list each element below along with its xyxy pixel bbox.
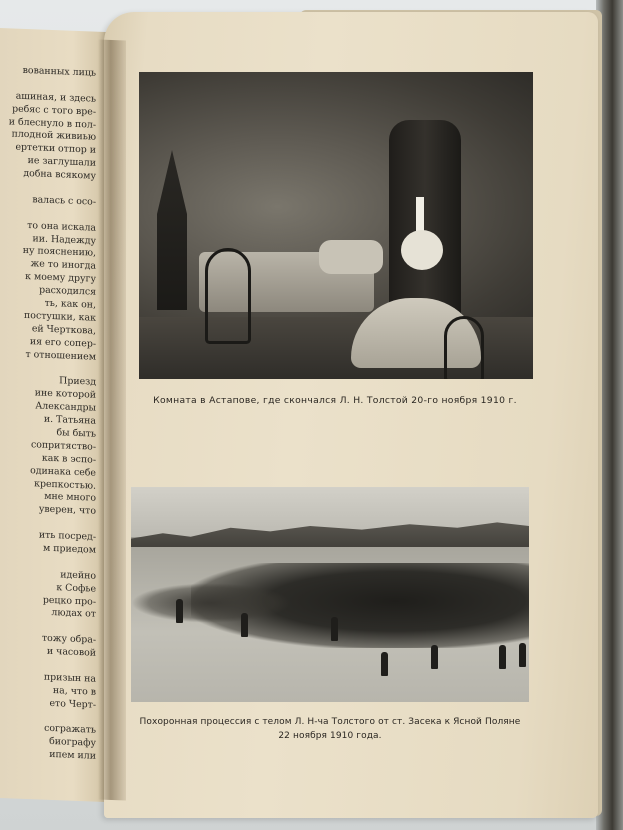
- left-page-line: ипем или: [49, 749, 96, 762]
- book-gutter: [98, 40, 126, 801]
- left-page-text: [0, 64, 108, 764]
- photo-cabinet: [389, 120, 461, 320]
- photo-chair: [205, 248, 251, 344]
- photo-bottom-caption-line2: 22 ноября 1910 года.: [278, 731, 382, 741]
- left-page-line: как в эспо-: [41, 452, 96, 466]
- left-page-line: ашиная, и здесь: [15, 90, 96, 105]
- left-page-line: добна всякому: [23, 168, 96, 182]
- left-page-line: призын на: [43, 671, 96, 685]
- photo-crowd: [131, 583, 291, 623]
- left-page-line: ертетки отпор и: [15, 141, 96, 157]
- photo-bottom-caption-line1: Похоронная процессия с телом Л. Н-ча Толстого от ст. Засека к Ясной Поляне: [139, 717, 521, 727]
- left-page-line: людах от: [51, 607, 96, 621]
- photo-chair: [444, 316, 484, 379]
- left-page-line: ии. Надежду: [32, 232, 96, 247]
- left-page-line: и. Татьяна: [43, 413, 96, 427]
- photo-top-caption: Комната в Астапове, где скончался Л. Н. Толстой 20-го ноября 1910 г.: [153, 395, 517, 406]
- left-page-line: то она искала: [27, 219, 96, 234]
- photo-candle: [416, 197, 424, 231]
- left-page-line: ие заглушали: [27, 155, 96, 169]
- left-page-line: идейно: [60, 569, 96, 582]
- left-page-line: расходился: [39, 284, 96, 298]
- photo-lamp: [401, 230, 443, 270]
- left-page-line: ето Черт-: [49, 697, 96, 711]
- left-page-line: валась с осо-: [32, 194, 96, 208]
- left-page-line: и часовой: [46, 645, 96, 659]
- left-page-line: Александры: [35, 400, 96, 414]
- left-page-line: одинака себе: [30, 464, 96, 479]
- left-page-line: ть, как он,: [44, 297, 96, 311]
- left-page-line: ине которой: [34, 387, 96, 401]
- photo-person: [241, 613, 248, 637]
- photo-person: [519, 643, 526, 667]
- photo-pillow: [319, 240, 383, 274]
- photo-person: [176, 599, 183, 623]
- left-page-line: на, что в: [52, 684, 96, 698]
- left-page-line: к моему другу: [25, 271, 96, 285]
- photo-person: [499, 645, 506, 669]
- left-page-line: к Софье: [56, 581, 96, 595]
- left-page-line: согражать: [44, 723, 96, 737]
- left-page-line: плодной живиью: [11, 128, 96, 144]
- left-page-line: ия его сопер-: [29, 335, 96, 350]
- left-page-line: мне много: [44, 491, 96, 505]
- left-page-line: сопритяство-: [30, 439, 96, 453]
- photo-funeral-procession: [131, 487, 529, 702]
- left-page-line: и блеснуло в пол-: [8, 115, 96, 131]
- left-page-line: вованных лиць: [22, 64, 96, 79]
- left-page-line: бы быть: [56, 427, 96, 440]
- left-page-line: м приедом: [42, 542, 96, 556]
- left-page-line: ить посред-: [38, 529, 96, 543]
- photo-room-astapovo: [139, 72, 533, 379]
- left-page-line: Приезд: [59, 375, 96, 389]
- left-page-line: уверен, что: [38, 503, 96, 517]
- left-page: [0, 28, 112, 802]
- left-page-line: ребяс с того вре-: [12, 103, 96, 118]
- left-page-line: ну пояснению,: [22, 245, 96, 260]
- photo-person: [431, 645, 438, 669]
- photo-person: [381, 652, 388, 676]
- left-page-line: биографу: [49, 736, 96, 750]
- left-page-line: постушки, как: [24, 309, 96, 324]
- left-page-line: т отношением: [25, 348, 96, 363]
- left-page-line: крепкостью.: [34, 477, 96, 492]
- photo-person: [331, 617, 338, 641]
- photo-bottom-caption: [120, 715, 540, 743]
- left-page-line: ей Черткова,: [31, 323, 96, 337]
- left-page-line: тожу обра-: [42, 632, 96, 646]
- left-page-line: рецко про-: [42, 594, 96, 608]
- left-page-line: же то иногда: [30, 258, 96, 273]
